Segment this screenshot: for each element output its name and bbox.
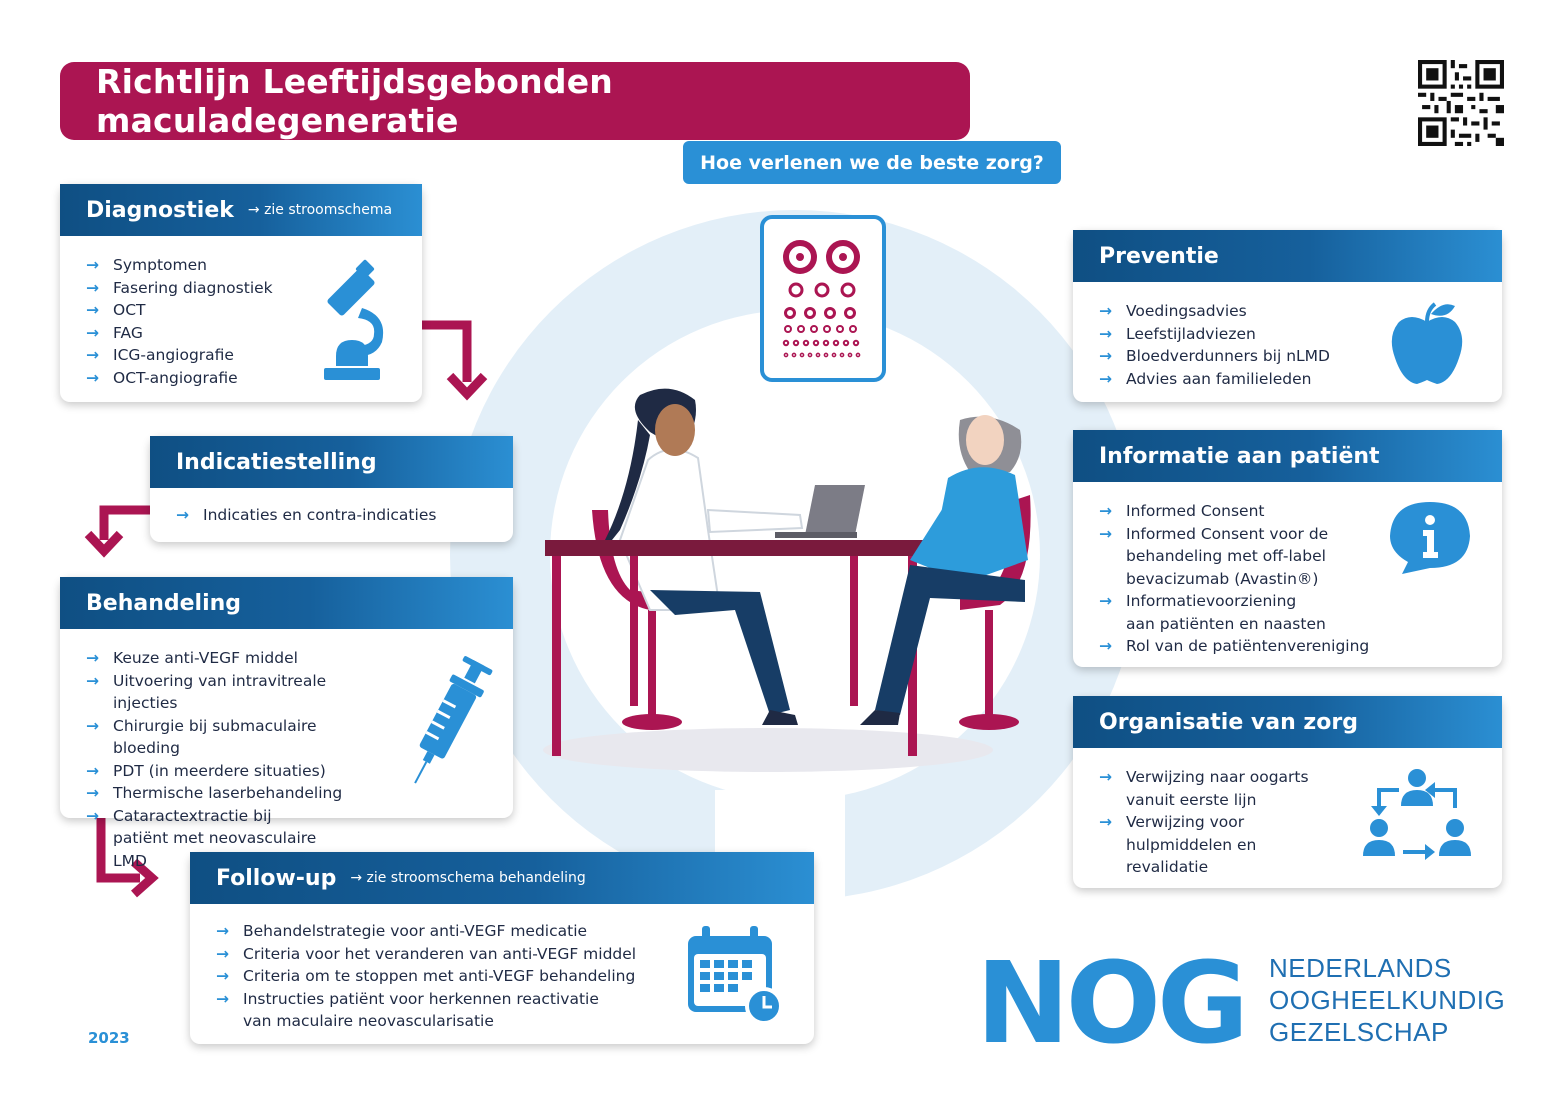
- card-followup: [190, 852, 814, 1044]
- org-name: [1269, 952, 1505, 1048]
- org-name-line-3: GEZELSCHAP: [1269, 1017, 1449, 1047]
- card-followup-title: Follow-up: [216, 865, 337, 891]
- card-organisatie-header: [1073, 696, 1502, 748]
- list-item: → Indicaties en contra-indicaties: [176, 504, 513, 527]
- calendar-icon: [686, 926, 786, 1026]
- card-preventie-header: [1073, 230, 1502, 282]
- list-item: → Symptomen: [86, 254, 422, 277]
- card-followup-list: [190, 904, 650, 1033]
- microscope-icon: [322, 260, 392, 386]
- card-diagnostiek-header: [60, 184, 422, 236]
- card-indicatiestelling-list: [150, 488, 513, 527]
- card-indicatiestelling-header: [150, 436, 513, 488]
- card-informatie-header: [1073, 430, 1502, 482]
- consultation-illustration: [530, 210, 1090, 790]
- list-item: → Keuze anti-VEGF middel: [86, 647, 380, 670]
- apple-icon: [1389, 300, 1465, 388]
- referral-people-icon: [1359, 768, 1475, 868]
- list-item: → Voedingsadvies: [1099, 300, 1502, 323]
- card-informatie-list: [1073, 482, 1403, 658]
- card-diagnostiek-ref-link[interactable]: → zie stroomschema: [247, 202, 393, 218]
- list-item: → OCT: [86, 299, 422, 322]
- card-preventie: [1073, 230, 1502, 402]
- list-item: → Advies aan familieleden: [1099, 368, 1502, 391]
- list-item: → OCT-angiografie: [86, 367, 422, 390]
- card-indicatiestelling: [150, 436, 513, 542]
- org-name-line-1: NEDERLANDS: [1269, 953, 1452, 983]
- list-item: → Cataractextractie bij patiënt met neovasculaire LMD: [86, 805, 331, 873]
- card-informatie-title: Informatie aan patiënt: [1099, 443, 1380, 469]
- syringe-icon: [405, 655, 489, 791]
- card-behandeling: [60, 577, 513, 870]
- org-name-line-2: OOGHEELKUNDIG: [1269, 985, 1506, 1015]
- list-item: → Verwijzing naar oogarts vanuit eerste lijn: [1099, 766, 1313, 811]
- list-item: → Criteria om te stoppen met anti-VEGF behandeling: [216, 965, 650, 988]
- card-organisatie-title: Organisatie van zorg: [1099, 709, 1358, 735]
- card-informatie: [1073, 430, 1502, 667]
- list-item: → Informatievoorziening aan patiënten en naasten: [1099, 590, 1329, 635]
- list-item: → Informed Consent voor de behandeling met off-label bevacizumab (Avastin®): [1099, 523, 1359, 591]
- page-subtitle: Hoe verlenen we de beste zorg?: [700, 151, 1044, 174]
- list-item: → Criteria voor het veranderen van anti-VEGF middel: [216, 943, 650, 966]
- card-behandeling-title: Behandeling: [86, 590, 242, 616]
- nog-logo-letters: NOG: [976, 939, 1245, 1069]
- list-item: → Bloedverdunners bij nLMD: [1099, 345, 1502, 368]
- list-item: → Chirurgie bij submaculaire bloeding: [86, 715, 380, 760]
- card-behandeling-header: [60, 577, 513, 629]
- card-organisatie: [1073, 696, 1502, 888]
- list-item: → ICG-angiografie: [86, 344, 422, 367]
- list-item: → Rol van de patiëntenvereniging: [1099, 635, 1403, 658]
- subtitle-bar: [683, 141, 1061, 184]
- list-item: → Instructies patiënt voor herkennen reactivatie van maculaire neovascularisatie: [216, 988, 616, 1033]
- list-item: → Fasering diagnostiek: [86, 277, 422, 300]
- list-item: → Thermische laserbehandeling: [86, 782, 380, 805]
- page-title-bar: [60, 62, 970, 140]
- nog-logo: [976, 939, 1246, 1069]
- card-followup-ref-link[interactable]: → zie stroomschema behandeling: [350, 870, 586, 886]
- card-organisatie-list: [1073, 748, 1313, 879]
- list-item: → Informed Consent: [1099, 500, 1403, 523]
- list-item: → Behandelstrategie voor anti-VEGF medicatie: [216, 920, 650, 943]
- card-diagnostiek: [60, 184, 422, 402]
- card-behandeling-list: [60, 629, 380, 872]
- list-item: → Uitvoering van intravitreale injecties: [86, 670, 380, 715]
- list-item: → FAG: [86, 322, 422, 345]
- page-title: Richtlijn Leeftijdsgebonden maculadegeneratie: [96, 62, 613, 140]
- card-diagnostiek-title: Diagnostiek: [86, 197, 234, 223]
- card-followup-header: [190, 852, 814, 904]
- list-item: → Leefstijladviezen: [1099, 323, 1502, 346]
- list-item: → Verwijzing voor hulpmiddelen en revalidatie: [1099, 811, 1264, 879]
- publication-year: 2023: [88, 1029, 130, 1047]
- info-bubble-icon: [1388, 500, 1472, 576]
- card-preventie-title: Preventie: [1099, 243, 1219, 269]
- eye-chart-icon: [762, 217, 884, 380]
- qr-code-icon[interactable]: [1418, 60, 1504, 146]
- list-item: → PDT (in meerdere situaties): [86, 760, 380, 783]
- card-indicatiestelling-title: Indicatiestelling: [176, 449, 377, 475]
